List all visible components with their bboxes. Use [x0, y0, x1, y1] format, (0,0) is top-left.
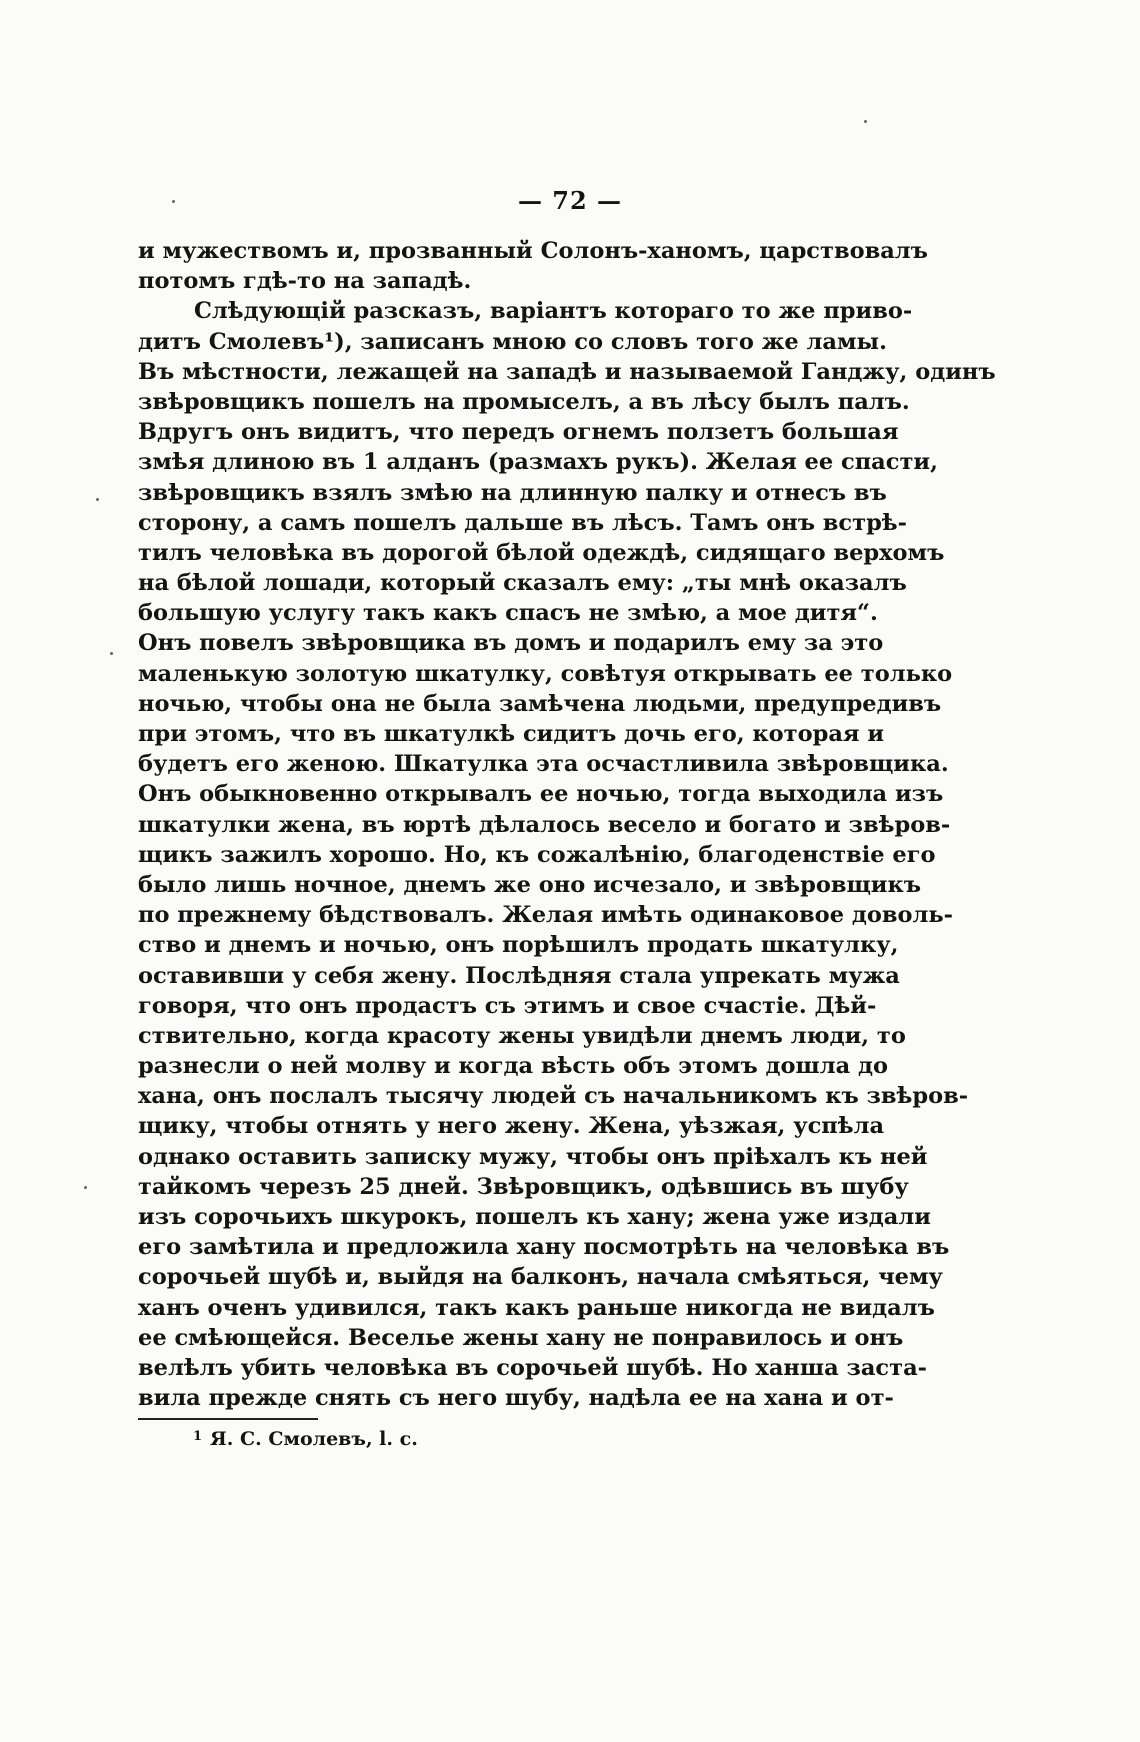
text-line: ханъ оченъ удивился, такъ какъ раньше никогда не видалъ [138, 1294, 935, 1321]
text-line: Вдругъ онъ видитъ, что передъ огнемъ ползетъ большая [138, 419, 899, 446]
scan-speck [110, 652, 113, 655]
footnote-divider [138, 1418, 318, 1420]
text-line: щикъ зажилъ хорошо. Но, къ сожалѣнію, благоденствіе его [138, 841, 936, 868]
scan-speck [96, 498, 99, 501]
text-line: звѣровщикъ взялъ змѣю на длинную палку и отнесъ въ [138, 479, 887, 506]
text-line: однако оставить записку мужу, чтобы онъ пріѣхалъ къ ней [138, 1143, 928, 1170]
text-line: говоря, что онъ продастъ съ этимъ и свое счастіе. Дѣй- [138, 992, 877, 1019]
text-line: тайкомъ черезъ 25 дней. Звѣровщикъ, одѣвшись въ шубу [138, 1173, 909, 1200]
text-line: сторону, а самъ пошелъ дальше въ лѣсъ. Тамъ онъ встрѣ- [138, 509, 907, 536]
text-line: ствительно, когда красоту жены увидѣли днемъ люди, то [138, 1022, 906, 1049]
footnote-marker: 1 [193, 1429, 203, 1444]
scan-speck [84, 1186, 87, 1189]
text-line: по прежнему бѣдствовалъ. Желая имѣть одинаковое доволь- [138, 902, 953, 929]
scan-speck [172, 200, 175, 203]
scan-speck [864, 120, 867, 123]
text-line: оставивши у себя жену. Послѣдняя стала упрекать мужа [138, 962, 900, 989]
text-line: потомъ гдѣ-то на западѣ. [138, 268, 472, 295]
text-line: ство и днемъ и ночью, онъ порѣшилъ продать шкатулку, [138, 932, 899, 959]
text-line: змѣя длиною въ 1 алданъ (размахъ рукъ). Желая ее спасти, [138, 449, 938, 476]
footnote [193, 1428, 418, 1450]
body-text [138, 236, 996, 1413]
text-line: его замѣтила и предложила хану посмотрѣть на человѣка въ [138, 1234, 950, 1261]
text-line: Онъ повелъ звѣровщика въ домъ и подарилъ ему за это [138, 630, 884, 657]
text-line: Слѣдующій разсказъ, варіантъ котораго то же приво- [194, 298, 913, 325]
text-line: шкатулки жена, въ юртѣ дѣлалось весело и богато и звѣров- [138, 811, 951, 838]
text-line: тилъ человѣка въ дорогой бѣлой одеждѣ, сидящаго верхомъ [138, 539, 945, 566]
text-line: большую услугу такъ какъ спасъ не змѣю, а мое дитя“. [138, 600, 878, 627]
text-line: звѣровщикъ пошелъ на промыселъ, а въ лѣсу былъ палъ. [138, 388, 910, 415]
text-line: было лишь ночное, днемъ же оно исчезало, и звѣровщикъ [138, 871, 922, 898]
text-line: изъ сорочьихъ шкурокъ, пошелъ къ хану; жена уже издали [138, 1204, 931, 1230]
text-line: разнесли о ней молву и когда вѣсть объ этомъ дошла до [138, 1053, 889, 1080]
text-line: на бѣлой лошади, который сказалъ ему: „ты мнѣ оказалъ [138, 570, 907, 597]
text-line: вила прежде снять съ него шубу, надѣла ее на хана и от- [138, 1385, 894, 1412]
text-line: маленькую золотую шкатулку, совѣтуя открывать ее только [138, 660, 953, 687]
text-line: будетъ его женою. Шкатулка эта осчастливила звѣровщика. [138, 751, 949, 778]
text-line: Въ мѣстности, лежащей на западѣ и называемой Ганджу, одинъ [138, 358, 996, 385]
footnote-text: Я. С. Смолевъ, l. с. [210, 1428, 418, 1450]
text-line: хана, онъ послалъ тысячу людей съ начальникомъ къ звѣров- [138, 1083, 969, 1110]
text-line: сорочьей шубѣ и, выйдя на балконъ, начала смѣяться, чему [138, 1264, 943, 1291]
text-line: Онъ обыкновенно открывалъ ее ночью, тогда выходила изъ [138, 781, 944, 808]
page-number: — 72 — [517, 186, 623, 215]
text-line: ночью, чтобы она не была замѣчена людьми, предупредивъ [138, 690, 942, 717]
text-line: ее смѣющейся. Веселье жены хану не понравилось и онъ [138, 1324, 904, 1351]
text-line: дитъ Смолевъ¹), записанъ мною со словъ того же ламы. [138, 328, 887, 355]
text-line: велѣлъ убить человѣка въ сорочьей шубѣ. Но ханша заста- [138, 1354, 927, 1381]
text-line: и мужествомъ и, прозванный Солонъ-ханомъ, царствовалъ [138, 238, 928, 264]
text-line: щику, чтобы отнять у него жену. Жена, уѣзжая, успѣла [138, 1113, 885, 1140]
text-line: при этомъ, что въ шкатулкѣ сидитъ дочь его, которая и [138, 721, 885, 747]
